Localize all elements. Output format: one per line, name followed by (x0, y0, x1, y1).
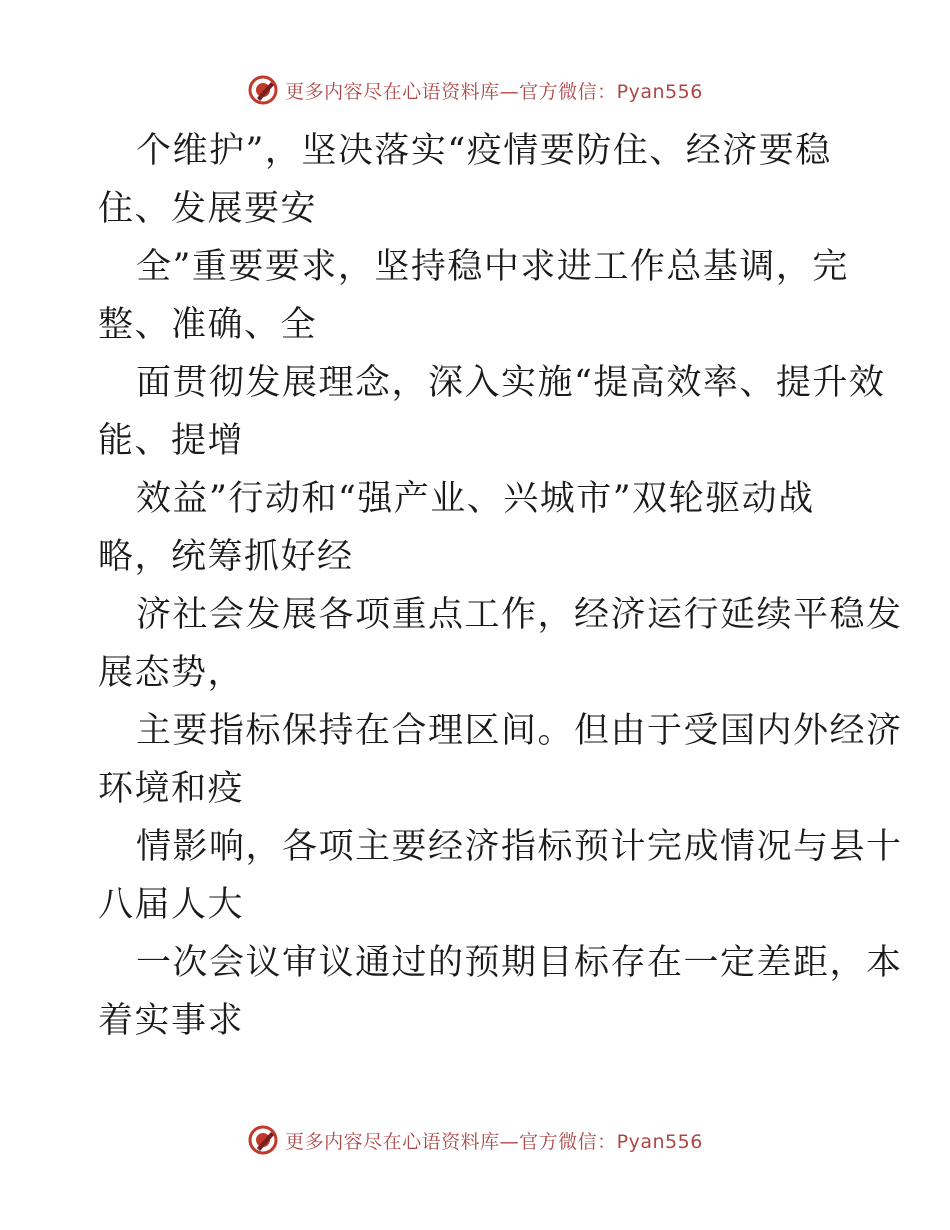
header-watermark-banner (0, 70, 950, 110)
text-line: 效益”行动和“强产业、兴城市”双轮驱动战 (136, 479, 815, 519)
document-body (98, 122, 903, 1050)
footer-banner-text: 更多内容尽在心语资料库—官方微信：Pyan556 (285, 1130, 703, 1153)
header-banner-text: 更多内容尽在心语资料库—官方微信：Pyan556 (285, 80, 703, 103)
text-line: 济社会发展各项重点工作，经济运行延续平稳发 (136, 595, 903, 635)
text-line: 环境和疫 (98, 769, 245, 809)
text-line: 能、提增 (98, 421, 245, 461)
text-line: 主要指标保持在合理区间。但由于受国内外经济 (136, 711, 903, 751)
pen-logo-icon (247, 74, 279, 106)
pen-logo-icon (247, 1124, 279, 1156)
text-line: 住、发展要安 (98, 189, 318, 229)
text-line: 个维护”，坚决落实“疫情要防住、经济要稳 (136, 131, 832, 171)
text-line: 八届人大 (98, 885, 245, 925)
text-line: 情影响，各项主要经济指标预计完成情况与县十 (136, 827, 903, 867)
text-line: 全”重要要求，坚持稳中求进工作总基调，完 (136, 247, 849, 287)
text-line: 着实事求 (98, 1001, 245, 1041)
footer-watermark-banner (0, 1120, 950, 1160)
text-line: 略，统筹抓好经 (98, 537, 354, 577)
text-line: 整、准确、全 (98, 305, 318, 345)
text-line: 展态势， (98, 653, 245, 693)
text-line: 面贯彻发展理念，深入实施“提高效率、提升效 (136, 363, 886, 403)
text-line: 一次会议审议通过的预期目标存在一定差距，本 (136, 943, 903, 983)
